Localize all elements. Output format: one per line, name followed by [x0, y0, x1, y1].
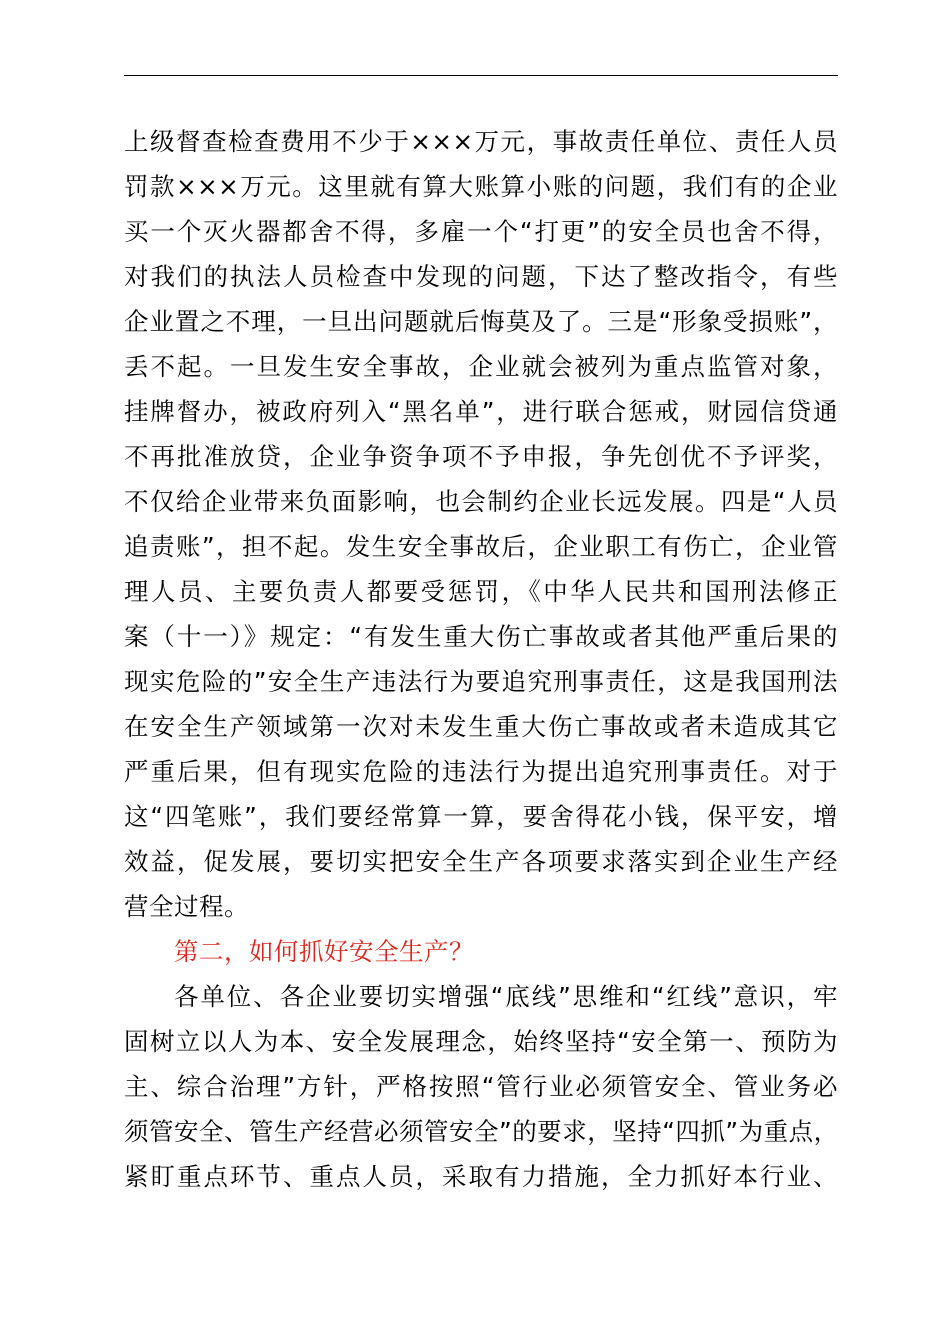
- text-line: 严重后果，但有现实危险的违法行为提出追究刑事责任。对于: [124, 757, 838, 786]
- text-line: 追责账”，担不起。发生安全事故后，企业职工有伤亡，企业管: [124, 532, 838, 561]
- text-line: 营全过程。: [124, 892, 249, 921]
- text-line: 效益，促发展，要切实把安全生产各项要求落实到企业生产经: [124, 847, 838, 876]
- text-line: 各单位、各企业要切实增强“底线”思维和“红线”意识，牢: [174, 982, 838, 1011]
- text-line: 不仅给企业带来负面影响，也会制约企业长远发展。四是“人员: [124, 487, 838, 516]
- text-line: 上级督查检查费用不少于×××万元，事故责任单位、责任人员: [124, 127, 838, 156]
- section-heading: 第二，如何抓好安全生产？: [174, 937, 474, 966]
- text-line: 这“四笔账”，我们要经常算一算，要舍得花小钱，保平安，增: [124, 802, 838, 831]
- text-line: 理人员、主要负责人都要受惩罚，《中华人民共和国刑法修正: [124, 577, 838, 606]
- document-body: [124, 119, 838, 1199]
- text-line: 对我们的执法人员检查中发现的问题，下达了整改指令，有些: [124, 262, 838, 291]
- text-line: 固树立以人为本、安全发展理念，始终坚持“安全第一、预防为: [124, 1027, 838, 1056]
- text-line: 罚款×××万元。这里就有算大账算小账的问题，我们有的企业: [124, 172, 838, 201]
- text-line: 企业置之不理，一旦出问题就后悔莫及了。三是“形象受损账”，: [124, 307, 838, 336]
- header-rule: [124, 75, 838, 76]
- paragraph-2: [124, 974, 838, 1199]
- text-line: 现实危险的”安全生产违法行为要追究刑事责任，这是我国刑法: [124, 667, 838, 696]
- paragraph-1: [124, 119, 838, 929]
- text-line: 案（十一）》规定：“有发生重大伤亡事故或者其他严重后果的: [124, 622, 838, 651]
- text-line: 买一个灭火器都舍不得，多雇一个“打更”的安全员也舍不得，: [124, 217, 838, 246]
- text-line: 在安全生产领域第一次对未发生重大伤亡事故或者未造成其它: [124, 712, 838, 741]
- text-line: 丢不起。一旦发生安全事故，企业就会被列为重点监管对象，: [124, 352, 838, 381]
- text-line: 不再批准放贷，企业争资争项不予申报，争先创优不予评奖，: [124, 442, 838, 471]
- text-line: 须管安全、管生产经营必须管安全”的要求，坚持“四抓”为重点，: [124, 1117, 839, 1146]
- text-line: 紧盯重点环节、重点人员，采取有力措施，全力抓好本行业、: [124, 1162, 838, 1191]
- text-line: 主、综合治理”方针，严格按照“管行业必须管安全、管业务必: [124, 1072, 838, 1101]
- text-line: 挂牌督办，被政府列入“黑名单”，进行联合惩戒，财园信贷通: [124, 397, 838, 426]
